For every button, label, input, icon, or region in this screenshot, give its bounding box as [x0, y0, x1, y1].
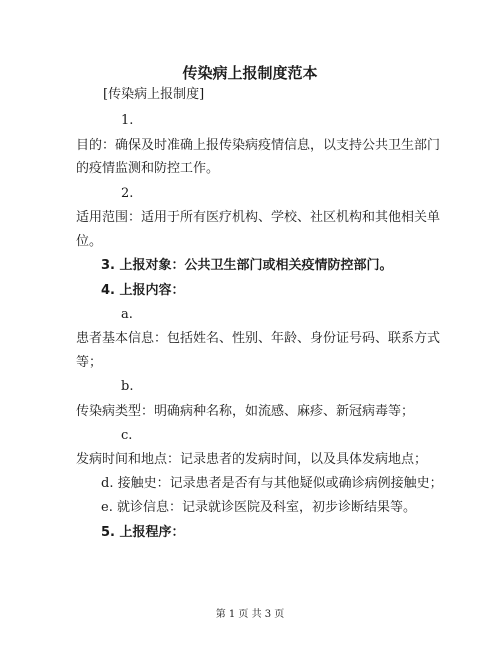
purpose-line-2: 的疫情监测和防控工作。 [76, 161, 220, 176]
disease-type-line: 传染病类型：明确病种名称，如流感、麻疹、新冠病毒等； [76, 404, 415, 419]
item-4-report-content: 4. 上报内容： [101, 283, 185, 298]
visit-info-line: e. 就诊信息：记录就诊医院及科室，初步诊断结果等。 [101, 500, 416, 515]
item-5-report-procedure: 5. 上报程序： [101, 525, 185, 540]
page-footer: 第 1 页 共 3 页 [215, 609, 285, 620]
purpose-line-1: 目的：确保及时准确上报传染病疫情信息，以支持公共卫生部门 [76, 138, 441, 153]
patient-info-line-2: 等； [76, 355, 103, 370]
item-1-number: 1. [121, 113, 134, 128]
sub-a-letter: a. [121, 307, 133, 322]
onset-line: 发病时间和地点：记录患者的发病时间，以及具体发病地点； [76, 452, 428, 467]
item-2-number: 2. [121, 186, 134, 201]
sub-c-letter: c. [121, 428, 133, 443]
scope-line-1: 适用范围：适用于所有医疗机构、学校、社区机构和其他相关单 [76, 210, 441, 225]
sub-b-letter: b. [121, 379, 134, 394]
patient-info-line-1: 患者基本信息：包括姓名、性别、年龄、身份证号码、联系方式 [76, 331, 441, 346]
scope-line-2: 位。 [76, 234, 103, 249]
subtitle: [传染病上报制度] [103, 87, 205, 102]
document-title: 传染病上报制度范本 [182, 64, 318, 82]
contact-history-line: d. 接触史：记录患者是否有与其他疑似或确诊病例接触史； [101, 476, 443, 491]
item-3-report-target: 3. 上报对象：公共卫生部门或相关疫情防控部门。 [101, 258, 393, 273]
